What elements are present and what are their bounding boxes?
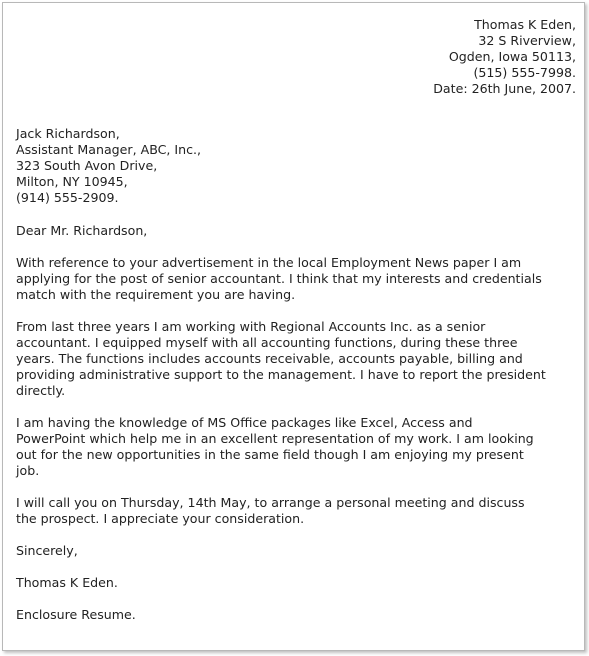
paragraph-line: the prospect. I appreciate your consideration. (16, 511, 305, 526)
paragraph-line: job. (16, 463, 40, 478)
sender-address-block (16, 17, 576, 97)
body-paragraph-2 (16, 319, 578, 399)
sender-name: Thomas K Eden, (474, 17, 576, 32)
paragraph-line: out for the new opportunities in the same field though I am enjoying my present (16, 447, 524, 462)
body-paragraph-3 (16, 415, 578, 479)
recipient-city: Milton, NY 10945, (16, 174, 128, 189)
paragraph-line: PowerPoint which help me in an excellent representation of my work. I am looking (16, 431, 534, 446)
letter-frame (2, 2, 585, 651)
recipient-name: Jack Richardson, (16, 126, 120, 141)
body-paragraph-4 (16, 495, 578, 527)
paragraph-line: accountant. I equipped myself with all accounting functions, during these three (16, 335, 518, 350)
paragraph-line: I am having the knowledge of MS Office packages like Excel, Access and (16, 415, 473, 430)
paragraph-line: directly. (16, 383, 66, 398)
paragraph-line: I will call you on Thursday, 14th May, to arrange a personal meeting and discuss (16, 495, 525, 510)
salutation: Dear Mr. Richardson, (16, 223, 148, 238)
paragraph-line: providing administrative support to the management. I have to report the president (16, 367, 546, 382)
signature-name: Thomas K Eden. (16, 575, 118, 590)
sender-phone: (515) 555-7998. (473, 65, 576, 80)
closing: Sincerely, (16, 543, 78, 558)
sender-city: Ogden, Iowa 50113, (448, 49, 576, 64)
paragraph-line: From last three years I am working with Regional Accounts Inc. as a senior (16, 319, 486, 334)
recipient-street: 323 South Avon Drive, (16, 158, 158, 173)
paragraph-line: With reference to your advertisement in the local Employment News paper I am (16, 255, 522, 270)
paragraph-line: applying for the post of senior accountant. I think that my interests and credentials (16, 271, 542, 286)
paragraph-line: match with the requirement you are having. (16, 287, 296, 302)
body-paragraph-1 (16, 255, 578, 303)
sender-street: 32 S Riverview, (478, 33, 576, 48)
letter-date: Date: 26th June, 2007. (433, 81, 576, 96)
paragraph-line: years. The functions includes accounts receivable, accounts payable, billing and (16, 351, 523, 366)
enclosure-note: Enclosure Resume. (16, 607, 136, 622)
recipient-phone: (914) 555-2909. (16, 190, 119, 205)
recipient-title: Assistant Manager, ABC, Inc., (16, 142, 202, 157)
recipient-address-block (16, 126, 578, 206)
cover-letter (16, 17, 578, 623)
